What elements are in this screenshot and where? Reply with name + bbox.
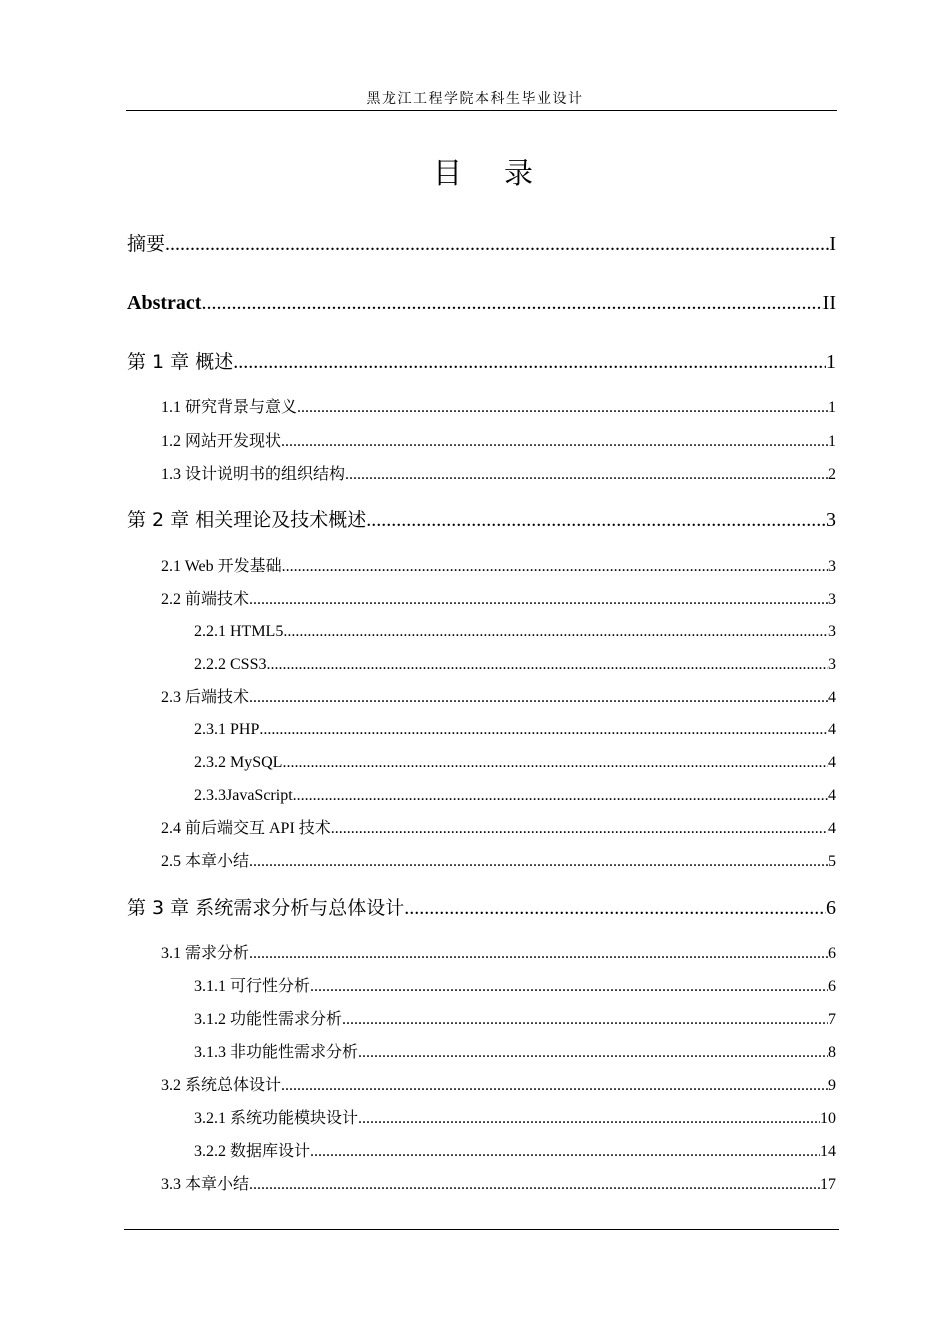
toc-entry-label: 第 3 章 系统需求分析与总体设计 [127,897,405,919]
toc-entry-label: 3.1 需求分析 [161,945,250,962]
toc-entry-3-3[interactable] [161,1174,836,1196]
toc-entry-chapter-3[interactable] [127,895,836,921]
toc-entry-page: 3 [828,623,836,640]
toc-entry-page: 4 [828,820,836,837]
toc-entry-page: 9 [828,1077,836,1094]
toc-leader-dots [249,1174,820,1196]
toc-entry-label: 摘要 [127,233,166,255]
toc-leader-dots [293,785,828,807]
toc-title-char-2: 录 [504,158,534,190]
toc-leader-dots [345,464,828,486]
toc-leader-dots [366,507,826,533]
toc-entry-3-1-3[interactable] [194,1042,836,1064]
toc-entry-3-2[interactable] [161,1075,836,1097]
footer-divider [124,1229,839,1230]
toc-entry-label: 2.3.2 MySQL [194,754,283,771]
toc-entry-3-1-1[interactable] [194,976,836,998]
toc-entry-label: 3.1.1 可行性分析 [194,978,311,995]
toc-entry-label: 3.1.3 非功能性需求分析 [194,1044,359,1061]
toc-entry-1-2[interactable] [161,431,836,453]
toc-entry-2-2-2[interactable] [194,654,836,676]
toc-entry-label: 2.1 Web 开发基础 [161,558,282,575]
page-header-title: 黑龙江工程学院本科生毕业设计 [366,92,584,107]
toc-leader-dots [249,943,828,965]
toc-entry-label: 3.2.2 数据库设计 [194,1143,311,1160]
toc-entry-abstract-cn[interactable] [127,231,836,257]
toc-leader-dots [266,654,828,676]
toc-entry-label: 3.3 本章小结 [161,1176,250,1193]
toc-entry-label: 第 2 章 相关理论及技术概述 [127,509,367,531]
toc-entry-2-3-1[interactable] [194,719,836,741]
toc-entry-page: 4 [828,721,836,738]
toc-entry-page: 6 [828,978,836,995]
toc-entry-label: Abstract [127,292,202,314]
toc-leader-dots [282,556,828,578]
toc-leader-dots [404,895,826,921]
toc-entry-page: 8 [828,1044,836,1061]
toc-entry-label: 2.2.2 CSS3 [194,656,267,673]
toc-entry-abstract-en[interactable] [127,290,836,316]
toc-leader-dots [310,976,828,998]
toc-leader-dots [165,231,829,257]
toc-entry-2-4[interactable] [161,818,836,840]
toc-entry-page: II [822,292,836,314]
toc-entry-1-3[interactable] [161,464,836,486]
toc-entry-2-2-1[interactable] [194,621,836,643]
toc-entry-2-3[interactable] [161,687,836,709]
toc-entry-chapter-1[interactable] [127,349,836,375]
toc-leader-dots [281,431,828,453]
toc-title-char-1: 目 [432,158,462,190]
toc-leader-dots [310,1141,820,1163]
toc-entry-3-2-1[interactable] [194,1108,836,1130]
toc-entry-page: 4 [828,689,836,706]
toc-entry-page: 5 [828,853,836,870]
toc-entry-label: 1.2 网站开发现状 [161,433,282,450]
toc-entry-label: 2.4 前后端交互 API 技术 [161,820,331,837]
toc-entry-label: 第 1 章 概述 [127,351,234,373]
toc-entry-label: 1.3 设计说明书的组织结构 [161,466,346,483]
toc-entry-page: 3 [826,509,836,531]
toc-leader-dots [358,1108,820,1130]
toc-leader-dots [282,752,828,774]
toc-leader-dots [249,687,828,709]
toc-entry-label: 3.2 系统总体设计 [161,1077,282,1094]
toc-entry-page: 3 [828,558,836,575]
toc-leader-dots [331,818,828,840]
toc-entry-3-1[interactable] [161,943,836,965]
header-divider [126,110,837,111]
toc-entry-2-3-2[interactable] [194,752,836,774]
toc-entry-2-2[interactable] [161,589,836,611]
toc-entry-label: 3.2.1 系统功能模块设计 [194,1110,359,1127]
toc-entry-2-5[interactable] [161,851,836,873]
toc-entry-label: 2.2 前端技术 [161,591,250,608]
toc-entry-label: 2.3 后端技术 [161,689,250,706]
toc-leader-dots [233,349,826,375]
toc-entry-page: 7 [828,1011,836,1028]
toc-leader-dots [283,621,828,643]
toc-entry-page: I [829,233,836,255]
toc-entry-chapter-2[interactable] [127,507,836,533]
toc-entry-label: 2.3.3JavaScript [194,787,293,804]
toc-entry-page: 10 [820,1110,836,1127]
toc-entry-page: 1 [826,351,836,373]
toc-entry-label: 2.5 本章小结 [161,853,250,870]
toc-entry-page: 6 [828,945,836,962]
toc-entry-3-1-2[interactable] [194,1009,836,1031]
toc-entry-page: 4 [828,754,836,771]
toc-leader-dots [358,1042,828,1064]
toc-entry-page: 1 [828,433,836,450]
toc-leader-dots [281,1075,828,1097]
toc-entry-page: 2 [828,466,836,483]
toc-entry-page: 3 [828,591,836,608]
toc-entry-label: 3.1.2 功能性需求分析 [194,1011,343,1028]
toc-entry-page: 17 [820,1176,836,1193]
toc-leader-dots [249,589,828,611]
toc-leader-dots [249,851,828,873]
toc-entry-page: 1 [828,399,836,416]
toc-entry-page: 3 [828,656,836,673]
toc-leader-dots [342,1009,828,1031]
toc-leader-dots [201,290,822,316]
toc-title [0,154,950,194]
toc-leader-dots [297,397,828,419]
toc-entry-2-3-3[interactable] [194,785,836,807]
toc-entry-3-2-2[interactable] [194,1141,836,1163]
toc-leader-dots [259,719,828,741]
toc-entry-page: 4 [828,787,836,804]
toc-entry-label: 2.3.1 PHP [194,721,260,738]
toc-entry-label: 2.2.1 HTML5 [194,623,284,640]
toc-entry-page: 14 [820,1143,836,1160]
toc-entry-label: 1.1 研究背景与意义 [161,399,298,416]
toc-entry-page: 6 [826,897,836,919]
toc-entry-2-1[interactable] [161,556,836,578]
toc-entry-1-1[interactable] [161,397,836,419]
